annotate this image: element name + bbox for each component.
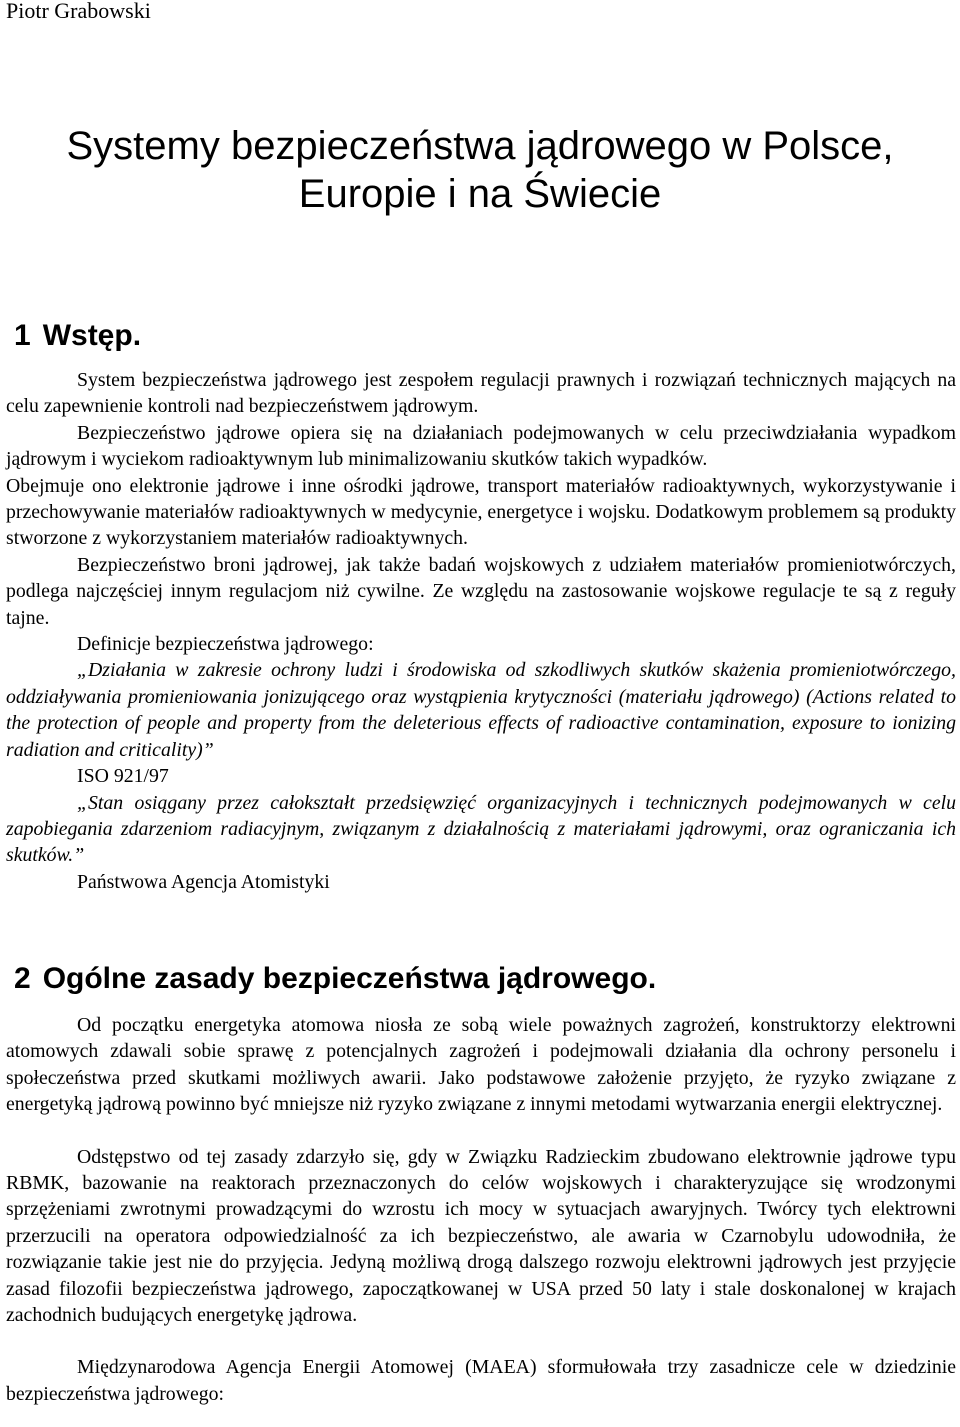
document-title <box>0 122 960 218</box>
definition-source-1: ISO 921/97 <box>77 765 169 788</box>
section-2-paragraph-3: Międzynarodowa Agencja Energii Atomowej (MAEA) sformułowała trzy zasadnicze cele w dziedzinie bezpieczeństwa jądrowego: <box>6 1356 956 1405</box>
section-1-body <box>6 367 956 895</box>
section-1-paragraph-3: Obejmuje ono elektronie jądrowe i inne ośrodki jądrowe, transport materiałów radioaktywnych, wykorzystywanie i przechowywanie materiałów radioaktywnych w medycynie, energetyce i wojsku. Dodatkowym problemem są produkty stworzone z wykorzystaniem materiałów radioaktywnych. <box>6 474 956 550</box>
definition-quote-2: „Stan osiągany przez całokształt przedsięwzięć organizacyjnych i technicznych podejmowanych w celu zapobiegania zdarzeniom radiacyjnym, związanym z działalnością z materiałami jądrowymi, oraz ograniczania ich skutków.” <box>6 791 956 867</box>
section-1-paragraph-2: Bezpieczeństwo jądrowe opiera się na działaniach podejmowanych w celu przeciwdziałania wypadkom jądrowym i wyciekom radioaktywnym lub minimalizowaniu skutków takich wypadków. <box>6 421 956 471</box>
definition-source-2: Państwowa Agencja Atomistyki <box>77 870 330 893</box>
author-name: Piotr Grabowski <box>6 0 151 23</box>
section-2-body <box>6 1012 956 1407</box>
section-1-paragraph-1: System bezpieczeństwa jądrowego jest zespołem regulacji prawnych i rozwiązań technicznych mających na celu zapewnienie kontroli nad bezpieczeństwem jądrowym. <box>6 369 956 418</box>
section-2-paragraph-2: Odstępstwo od tej zasady zdarzyło się, gdy w Związku Radzieckim zbudowano elektrownie jądrowe typu RBMK, bazowanie na reaktorach przeznaczonych do celów wojskowych i charakteryzujące się wrodzonymi sprzężeniami zwrotnymi prowadzącymi do wzrostu ich mocy w sytuacjach awaryjnych. Twórcy tych elektrowni przerzucili na operatora odpowiedzialność za ich bezpieczeństwo, ale awaria w Czarnobylu udowodniła, że rozwiązanie takie jest nie do przyjęcia. Jedyną możliwą drogą dalszego rozwoju elektrowni jądrowych jest przyjęcie zasad filozofii bezpieczeństwa jądrowego, zapoczątkowanej w USA przed 50 laty i stale doskonalonej w krajach zachodnich budujących energetykę jądrowa. <box>6 1145 956 1327</box>
section-2-number: 2 <box>14 962 31 995</box>
section-1-heading <box>14 318 141 354</box>
title-line-2: Europie i na Świecie <box>298 172 662 216</box>
section-1-number: 1 <box>14 319 31 352</box>
definition-quote-1: „Działania w zakresie ochrony ludzi i środowiska od szkodliwych skutków skażenia promieniotwórczego, oddziaływania promieniowania jonizującego oraz wystąpienia krytyczności (materiału jądrowego) (Actions related to the protection of people and property from the deleterious effects of radioactive contamination, exposure to ionizing radiation and criticality)” <box>6 659 956 761</box>
section-1-title: Wstęp. <box>42 319 142 352</box>
section-1-paragraph-4: Bezpieczeństwo broni jądrowej, jak także badań wojskowych z udziałem materiałów promieniotwórczych, podlega najczęściej innym regulacjom niż cywilne. Ze względu na zastosowanie wojskowe regulacje te są z reguły tajne. <box>6 553 956 629</box>
title-line-1: Systemy bezpieczeństwa jądrowego w Polsce, <box>66 124 894 168</box>
section-2-paragraph-1: Od początku energetyka atomowa niosła ze sobą wiele poważnych zagrożeń, konstruktorzy elektrowni atomowych zdawali sobie sprawę z potencjalnych zagrożeń i podejmowali działania dla ochrony personelu i społeczeństwa przed skutkami możliwych awarii. Jako podstawowe założenie przyjęto, że ryzyko związane z energetyką jądrową powinno być mniejsze niż ryzyko związane z innymi metodami wytwarzania energii elektrycznej. <box>6 1014 956 1116</box>
section-2-heading <box>14 961 656 997</box>
section-2-title: Ogólne zasady bezpieczeństwa jądrowego. <box>42 962 657 995</box>
definitions-label: Definicje bezpieczeństwa jądrowego: <box>77 633 374 656</box>
